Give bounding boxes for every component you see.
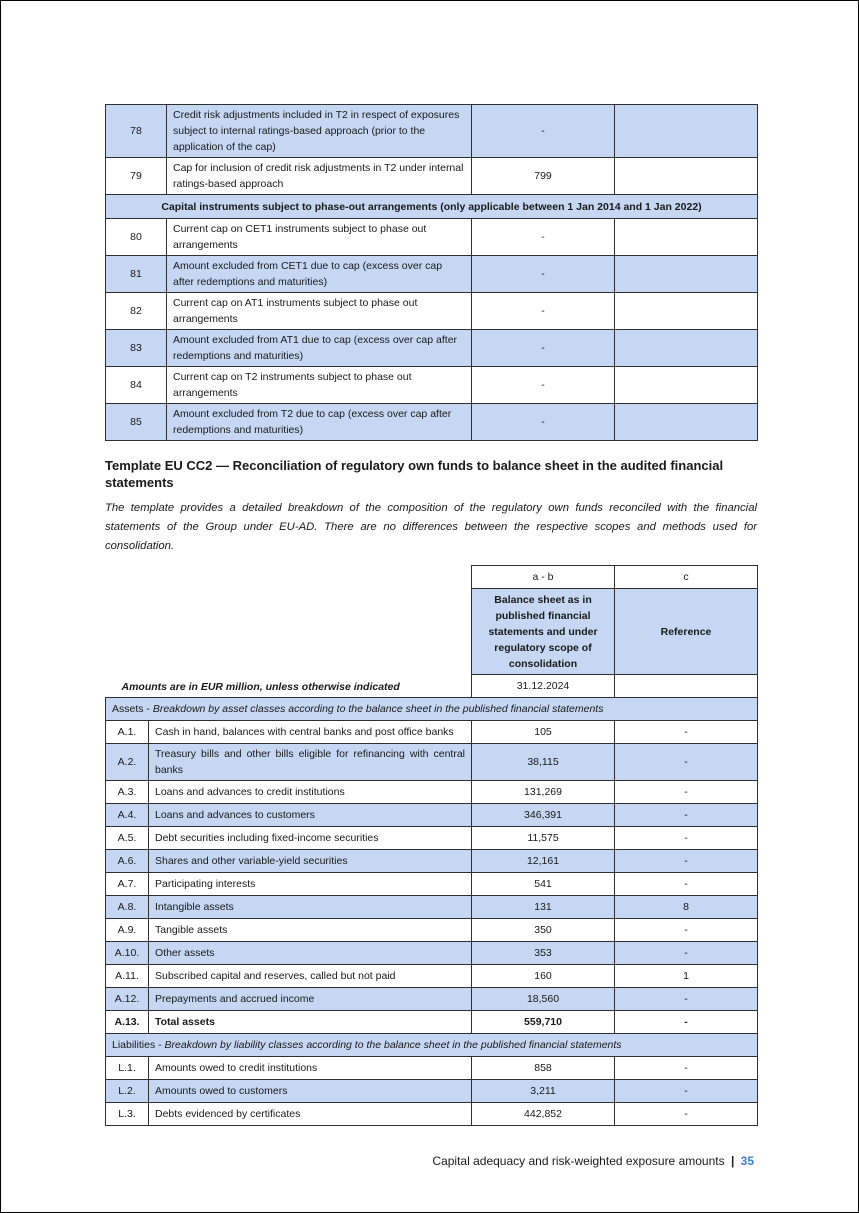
row-label: Total assets (149, 1011, 472, 1034)
row-value: 442,852 (472, 1103, 615, 1126)
column-code-row (106, 566, 758, 589)
row-code: A.4. (106, 804, 149, 827)
row-value: 858 (472, 1057, 615, 1080)
section-title: Capital instruments subject to phase-out arrangements (only applicable between 1 Jan 2014 and 1 Jan 2022) (106, 195, 758, 219)
row-label: Cap for inclusion of credit risk adjustments in T2 under internal ratings-based approach (167, 158, 472, 195)
row-label: Participating interests (149, 873, 472, 896)
row-value: 38,115 (472, 744, 615, 781)
table-row (106, 219, 758, 256)
liabilities-prefix: Liabilities - (112, 1039, 165, 1051)
table-row (106, 827, 758, 850)
row-number: 79 (106, 158, 167, 195)
table-row (106, 1080, 758, 1103)
row-extra (615, 158, 758, 195)
row-value: 3,211 (472, 1080, 615, 1103)
row-value: - (472, 330, 615, 367)
row-label: Prepayments and accrued income (149, 988, 472, 1011)
row-value: - (472, 367, 615, 404)
row-label: Debts evidenced by certificates (149, 1103, 472, 1126)
row-value: 131,269 (472, 781, 615, 804)
row-number: 80 (106, 219, 167, 256)
row-code: A.1. (106, 721, 149, 744)
table-row (106, 330, 758, 367)
row-reference: - (615, 781, 758, 804)
liabilities-section-row (106, 1034, 758, 1057)
row-reference: - (615, 988, 758, 1011)
row-value: - (472, 293, 615, 330)
row-number: 83 (106, 330, 167, 367)
row-code: A.3. (106, 781, 149, 804)
column-code-c: c (615, 566, 758, 589)
row-label: Debt securities including fixed-income securities (149, 827, 472, 850)
table-row (106, 158, 758, 195)
row-value: 11,575 (472, 827, 615, 850)
row-label: Amount excluded from AT1 due to cap (excess over cap after redemptions and maturities) (167, 330, 472, 367)
row-value: - (472, 256, 615, 293)
row-value: 131 (472, 896, 615, 919)
column-title-a: Balance sheet as in published financial statements and under regulatory scope of consolidation (472, 589, 615, 675)
row-value: 559,710 (472, 1011, 615, 1034)
row-label: Current cap on AT1 instruments subject to phase out arrangements (167, 293, 472, 330)
row-reference: - (615, 721, 758, 744)
row-code: A.9. (106, 919, 149, 942)
table-row (106, 367, 758, 404)
row-number: 78 (106, 105, 167, 158)
row-number: 82 (106, 293, 167, 330)
column-code-a: a - b (472, 566, 615, 589)
liabilities-section-text: Breakdown by liability classes according to the balance sheet in the published financial statements (164, 1039, 622, 1051)
row-reference: - (615, 827, 758, 850)
row-code: A.12. (106, 988, 149, 1011)
row-code: A.8. (106, 896, 149, 919)
row-label: Credit risk adjustments included in T2 in respect of exposures subject to internal ratings-based approach (prior to the application of the cap) (167, 105, 472, 158)
row-label: Amount excluded from T2 due to cap (excess over cap after redemptions and maturities) (167, 404, 472, 441)
row-extra (615, 219, 758, 256)
row-code: A.6. (106, 850, 149, 873)
row-code: A.2. (106, 744, 149, 781)
assets-section-text: Breakdown by asset classes according to the balance sheet in the published financial statements (152, 703, 604, 715)
row-value: 18,560 (472, 988, 615, 1011)
page-footer (432, 1154, 754, 1168)
assets-prefix: Assets - (112, 703, 153, 715)
row-reference: - (615, 744, 758, 781)
assets-section-row (106, 698, 758, 721)
table-row (106, 256, 758, 293)
table-row (106, 942, 758, 965)
table-row (106, 850, 758, 873)
row-reference: - (615, 804, 758, 827)
footer-title: Capital adequacy and risk-weighted exposure amounts (432, 1154, 725, 1168)
row-extra (615, 293, 758, 330)
date-empty-cell (615, 675, 758, 698)
row-reference: - (615, 1103, 758, 1126)
row-value: 160 (472, 965, 615, 988)
table-row (106, 293, 758, 330)
row-extra (615, 330, 758, 367)
row-label: Intangible assets (149, 896, 472, 919)
row-label: Amounts owed to customers (149, 1080, 472, 1103)
row-value: - (472, 105, 615, 158)
reconciliation-table (105, 565, 758, 1126)
row-reference: - (615, 919, 758, 942)
row-reference: - (615, 1011, 758, 1034)
row-value: 541 (472, 873, 615, 896)
row-number: 85 (106, 404, 167, 441)
reporting-date: 31.12.2024 (472, 675, 615, 698)
table-row (106, 988, 758, 1011)
table-row (106, 1057, 758, 1080)
row-label: Loans and advances to credit institutions (149, 781, 472, 804)
row-label: Other assets (149, 942, 472, 965)
row-extra (615, 367, 758, 404)
page-number: 35 (740, 1154, 754, 1168)
row-label: Subscribed capital and reserves, called but not paid (149, 965, 472, 988)
row-label: Current cap on CET1 instruments subject to phase out arrangements (167, 219, 472, 256)
row-value: 346,391 (472, 804, 615, 827)
footer-separator: | (730, 1154, 735, 1168)
table-row (106, 804, 758, 827)
table-row (106, 105, 758, 158)
row-extra (615, 404, 758, 441)
row-label: Tangible assets (149, 919, 472, 942)
row-value: 105 (472, 721, 615, 744)
row-value: - (472, 219, 615, 256)
section-header-row (106, 195, 758, 219)
row-code: L.3. (106, 1103, 149, 1126)
table-row (106, 721, 758, 744)
section-description: The template provides a detailed breakdown of the composition of the regulatory own funds reconciled with the financial statements of the Group under EU-AD. There are no differences between the respective scopes and methods used for consolidation. (105, 502, 757, 552)
amounts-note: Amounts are in EUR million, unless otherwise indicated (121, 681, 400, 693)
row-label: Shares and other variable-yield securities (149, 850, 472, 873)
table-row (106, 896, 758, 919)
row-code: A.7. (106, 873, 149, 896)
row-reference: - (615, 1057, 758, 1080)
row-code: A.5. (106, 827, 149, 850)
row-number: 84 (106, 367, 167, 404)
row-code: L.1. (106, 1057, 149, 1080)
total-row (106, 1011, 758, 1034)
row-label: Loans and advances to customers (149, 804, 472, 827)
row-code: L.2. (106, 1080, 149, 1103)
table-row (106, 873, 758, 896)
row-value: - (472, 404, 615, 441)
table-row (106, 919, 758, 942)
row-label: Treasury bills and other bills eligible for refinancing with central banks (149, 744, 472, 781)
row-reference: 8 (615, 896, 758, 919)
assets-section-title (106, 698, 758, 721)
row-value: 799 (472, 158, 615, 195)
row-value: 353 (472, 942, 615, 965)
table-row (106, 404, 758, 441)
row-reference: - (615, 873, 758, 896)
row-reference: 1 (615, 965, 758, 988)
row-reference: - (615, 850, 758, 873)
row-value: 350 (472, 919, 615, 942)
row-label: Cash in hand, balances with central banks and post office banks (149, 721, 472, 744)
table-row (106, 965, 758, 988)
section-heading: Template EU CC2 — Reconciliation of regulatory own funds to balance sheet in the audited financial statements (105, 458, 724, 490)
table-row (106, 781, 758, 804)
row-code: A.13. (106, 1011, 149, 1034)
row-label: Amounts owed to credit institutions (149, 1057, 472, 1080)
row-value: 12,161 (472, 850, 615, 873)
row-reference: - (615, 942, 758, 965)
table-row (106, 744, 758, 781)
row-code: A.10. (106, 942, 149, 965)
liabilities-section-title (106, 1034, 758, 1057)
row-reference: - (615, 1080, 758, 1103)
row-extra (615, 256, 758, 293)
table-row (106, 1103, 758, 1126)
row-code: A.11. (106, 965, 149, 988)
own-funds-table-continued (105, 104, 758, 441)
column-title-c: Reference (615, 589, 758, 675)
row-number: 81 (106, 256, 167, 293)
row-label: Current cap on T2 instruments subject to phase out arrangements (167, 367, 472, 404)
row-label: Amount excluded from CET1 due to cap (excess over cap after redemptions and maturities) (167, 256, 472, 293)
row-extra (615, 105, 758, 158)
